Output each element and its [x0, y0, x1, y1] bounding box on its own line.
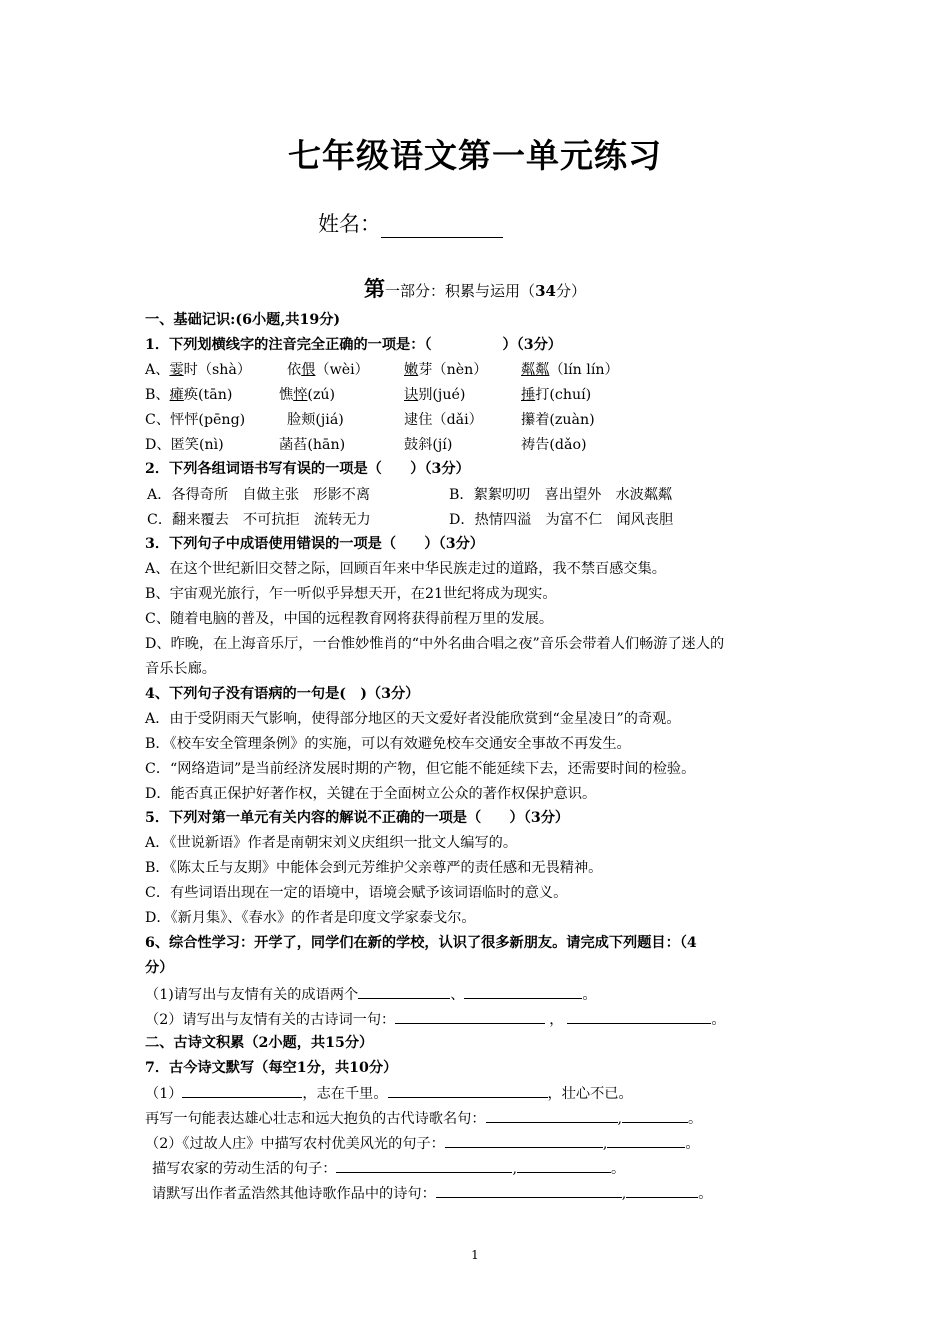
answer-blank[interactable] [464, 984, 582, 999]
question-6-stem-cont: 分） [145, 960, 174, 976]
answer-blank[interactable] [395, 1009, 545, 1024]
question-3-option-d: D、昨晚，在上海音乐厅，一台惟妙惟肖的“中外名曲合唱之夜”音乐会带着人们畅游了迷人的 [145, 636, 725, 652]
question-7-stem: 7．古今诗文默写（每空1分，共10分） [145, 1060, 398, 1076]
question-5-option-c: C．有些词语出现在一定的语境中，语境会赋予该词语临时的意义。 [145, 885, 568, 901]
answer-blank[interactable] [567, 1009, 711, 1024]
answer-blank[interactable] [336, 1158, 512, 1173]
question-4-stem: 4、下列句子没有语病的一句是( )（3分） [145, 686, 420, 702]
question-7-line-3: （2）《过故人庄》中描写农村优美风光的句子： , 。 [145, 1133, 700, 1154]
question-5-option-a: A．《世说新语》作者是南朝宋刘义庆组织一批文人编写的。 [145, 835, 518, 851]
question-7-line-5: 请默写出作者孟浩然其他诗歌作品中的诗句： , 。 [152, 1183, 712, 1204]
part-end: 分） [555, 282, 586, 300]
answer-blank[interactable] [388, 1083, 548, 1098]
exam-page: 七年级语文第一单元练习 姓名： 第一部分：积累与运用（34分） 一、基础记识:(6小题,共19分) 1．下列划横线字的注音完全正确的一项是：（ ）（3分） A、霎时（shà） 依偎（wèi） 嫩芽（nèn） 粼粼（lín lín） B、瘫痪(tān) 憔悴(zú) 诀别(jué) 捶打(chuí) C、怦怦(pēng) 脸颊(jiá) 逮住（dǎi） 攥着(zuàn) D、匿笑(nì) 菡萏(hān) 鼓斜(jí) 祷告(dǎo) 2．下列各组词语书写有误的一项是（ ）（3分） A．各得奇所 自做主张 形影不离 B．絮絮叨叨 喜出望外 水波粼粼 C．翻来覆去 不可抗拒 流转无力 D．热情四溢 为富不仁 闻风丧胆 3．下列句子中成语使用错误的一项是（ ）（3分） A、在这个世纪新旧交替之际，回顾百年来中华民族走过的道路，我不禁百感交集。 B、宇宙观光旅行，乍一听似乎异想天开，在21世纪将成为现实。 C、随着电脑的普及，中国的远程教育网将获得前程万里的发展。 D、昨晚，在上海音乐厅，一台惟妙惟肖的“中外名曲合唱之夜”音乐会带着人们畅游了迷人的 音乐长廊。 4、下列句子没有语病的一句是( )（3分） A．由于受阴雨天气影响，使得部分地区的天文爱好者没能欣赏到“金星凌日”的奇观。 B．《校车安全管理条例》的实施，可以有效避免校车交通安全事故不再发生。 C．“网络造词”是当前经济发展时期的产物，但它能不能延续下去，还需要时间的检验。 D．能否真正保护好著作权，关键在于全面树立公众的著作权保护意识。 5．下列对第一单元有关内容的解说不正确的一项是（ ）（3分） A．《世说新语》作者是南朝宋刘义庆组织一批文人编写的。 B．《陈太丘与友期》中能体会到元芳维护父亲尊严的责任感和无畏精神。 C．有些词语出现在一定的语境中，语境会赋予该词语临时的意义。 D．《新月集》、《春水》的作者是印度文学家泰戈尔。 6、综合性学习：开学了，同学们在新的学校，认识了很多新朋友。请完成下列题目：（4 分） （1)请写出与友情有关的成语两个 、 。 （2）请写出与友情有关的古诗词一句： ， 。 二、古诗文积累（2小题，共15分） 7．古今诗文默写（每空1分，共10分） （1） ，志在千里。 ，壮心不已。 再写一句能表达雄心壮志和远大抱负的古代诗歌名句： , 。 （2）《过故人庄》中描写农村优美风光的句子： , 。 描写农家的劳动生活的句子： , 。 请默写出作者孟浩然其他诗歌作品中的诗句： , 。 1 [0, 0, 950, 1344]
question-6-stem: 6、综合性学习：开学了，同学们在新的学校，认识了很多新朋友。请完成下列题目：（4 [145, 935, 697, 951]
question-5-option-b: B．《陈太丘与友期》中能体会到元芳维护父亲尊严的责任感和无畏精神。 [145, 860, 603, 876]
question-6-sub-2-label: （2）请写出与友情有关的古诗词一句： [145, 1012, 396, 1028]
question-7-line-2: 再写一句能表达雄心壮志和远大抱负的古代诗歌名句： , 。 [145, 1108, 702, 1129]
question-7-line-1: （1） ，志在千里。 ，壮心不已。 [145, 1083, 633, 1104]
question-4-option-a: A．由于受阴雨天气影响，使得部分地区的天文爱好者没能欣赏到“金星凌日”的奇观。 [145, 711, 681, 727]
question-4-option-b: B．《校车安全管理条例》的实施，可以有效避免校车交通安全事故不再发生。 [145, 736, 631, 752]
question-2-stem: 2．下列各组词语书写有误的一项是（ ）（3分） [145, 461, 470, 477]
question-6-sub-1-label: （1)请写出与友情有关的成语两个 [145, 987, 359, 1003]
part-score: 34 [535, 282, 556, 300]
answer-blank[interactable] [436, 1183, 622, 1198]
question-4-option-c: C．“网络造词”是当前经济发展时期的产物，但它能不能延续下去，还需要时间的检验。 [145, 761, 696, 777]
answer-blank[interactable] [622, 1108, 688, 1123]
part-prefix: 第 [364, 277, 386, 301]
question-4-option-d: D．能否真正保护好著作权，关键在于全面树立公众的著作权保护意识。 [145, 786, 597, 802]
answer-blank[interactable] [517, 1158, 611, 1173]
question-6-sub-2: （2）请写出与友情有关的古诗词一句： ， 。 [145, 1009, 726, 1030]
answer-blank[interactable] [358, 984, 450, 999]
page-title: 七年级语文第一单元练习 [288, 136, 662, 175]
page-number: 1 [471, 1248, 479, 1262]
answer-blank[interactable] [445, 1133, 603, 1148]
question-3-option-d-cont: 音乐长廊。 [145, 661, 216, 677]
question-3-option-a: A、在这个世纪新旧交替之际，回顾百年来中华民族走过的道路，我不禁百感交集。 [145, 561, 666, 577]
name-row [318, 208, 503, 238]
question-1-stem: 1．下列划横线字的注音完全正确的一项是：（ ）（3分） [145, 337, 562, 353]
question-5-stem: 5．下列对第一单元有关内容的解说不正确的一项是（ ）（3分） [145, 810, 570, 826]
part-rest: 一部分：积累与运用（ [385, 282, 536, 300]
question-2-option-d: D．热情四溢 为富不仁 闻风丧胆 [449, 512, 674, 528]
question-6-sub-1: （1)请写出与友情有关的成语两个 、 。 [145, 984, 597, 1005]
answer-blank[interactable] [626, 1183, 698, 1198]
answer-blank[interactable] [182, 1083, 302, 1098]
name-blank[interactable] [381, 215, 503, 238]
section-heading-2: 二、古诗文积累（2小题，共15分） [145, 1035, 374, 1051]
answer-blank[interactable] [486, 1108, 618, 1123]
part-heading [0, 273, 950, 303]
question-3-option-c: C、随着电脑的普及，中国的远程教育网将获得前程万里的发展。 [145, 611, 554, 627]
question-3-option-b: B、宇宙观光旅行，乍一听似乎异想天开，在21世纪将成为现实。 [145, 586, 557, 602]
section-heading-1: 一、基础记识:(6小题,共19分) [145, 312, 341, 328]
question-5-option-d: D．《新月集》、《春水》的作者是印度文学家泰戈尔。 [145, 910, 476, 926]
question-2-option-a: A．各得奇所 自做主张 形影不离 [147, 487, 371, 503]
question-2-option-c: C．翻来覆去 不可抗拒 流转无力 [147, 512, 371, 528]
question-7-line-4: 描写农家的劳动生活的句子： , 。 [152, 1158, 625, 1179]
question-3-stem: 3．下列句子中成语使用错误的一项是（ ）（3分） [145, 536, 484, 552]
answer-blank[interactable] [607, 1133, 685, 1148]
name-label: 姓名： [318, 212, 381, 236]
question-2-option-b: B．絮絮叨叨 喜出望外 水波粼粼 [449, 487, 673, 503]
